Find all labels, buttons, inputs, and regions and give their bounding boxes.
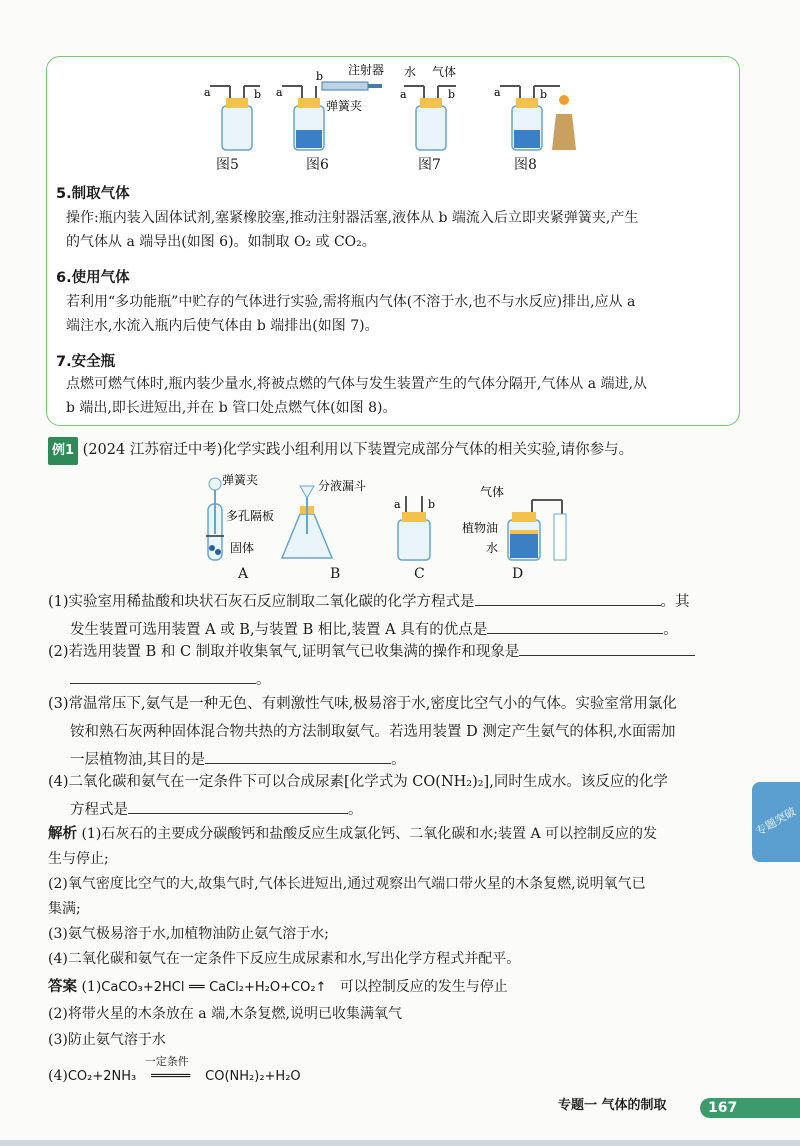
q3-line-2: 铵和熟石灰两种固体混合物共热的方法制取氨气。若选用装置 D 测定产生氨气的体积,水面需加 — [70, 724, 676, 740]
q1-end: 。其 — [660, 594, 690, 610]
answer-4-right: CO(NH₂)₂+H₂O — [205, 1069, 301, 1084]
answer-1-prefix: (1) — [81, 979, 102, 995]
section-6-line-2: 端注水,水流入瓶内后使气体由 b 端排出(如图 7)。 — [66, 318, 379, 334]
device-letter-D: D — [512, 566, 524, 582]
question-3 — [48, 690, 748, 774]
device-A — [206, 474, 274, 560]
example-tag: 例1 — [48, 437, 78, 465]
analysis-line-1: (1)石灰石的主要成分碳酸钙和盐酸反应生成氯化钙、二氧化碳和水;装置 A 可以控制反应的发 — [81, 826, 658, 842]
q1-line-1: (1)实验室用稀盐酸和块状石灰石反应制取二氧化碳的化学方程式是 — [48, 594, 475, 610]
q1-blank-1[interactable] — [475, 591, 661, 606]
fig7-b-label: b — [448, 88, 456, 101]
device-C — [394, 496, 435, 560]
bottom-strip — [0, 1140, 800, 1146]
fig7-gas-label: 气体 — [432, 65, 457, 79]
page-number: 167 — [700, 1098, 800, 1118]
device-letter-C: C — [414, 566, 425, 582]
device-D-oil: 植物油 — [462, 521, 499, 535]
q2-line-1: (2)若选用装置 B 和 C 制取并收集氧气,证明氧气已收集满的操作和现象是 — [48, 644, 520, 660]
fig8-b-label: b — [540, 88, 548, 101]
q3-line-1: (3)常温常压下,氨气是一种无色、有刺激性气味,极易溶于水,密度比空气小的气体。实验室常用氯化 — [48, 696, 677, 712]
figure-5 — [204, 86, 261, 150]
fig6-clip-label: 弹簧夹 — [326, 99, 363, 113]
device-letter-B: B — [330, 566, 341, 582]
analysis-line-4: 集满; — [48, 901, 81, 917]
q1-blank-2[interactable] — [487, 619, 663, 634]
answer-1-tail: 可以控制反应的发生与停止 — [339, 979, 508, 995]
q2-blank-1[interactable] — [519, 641, 695, 656]
caption-fig6: 图6 — [306, 157, 329, 173]
analysis-line-3: (2)氧气密度比空气的大,故集气时,气体长进短出,通过观察出气端口带火星的木条复燃,说明氧气已 — [48, 876, 646, 892]
answer-1-eq-right: CaCl₂+H₂O+CO₂↑ — [209, 980, 327, 995]
q4-period: 。 — [348, 802, 363, 818]
answer-3: (3)防止氨气溶于水 — [48, 1032, 166, 1048]
side-tab[interactable] — [752, 782, 800, 862]
q3-blank[interactable] — [205, 749, 391, 764]
figure-6 — [276, 64, 384, 150]
answer-4-arrow: 一定条件 ═════ — [141, 1063, 201, 1090]
answer-4-prefix: (4) — [48, 1068, 68, 1084]
q4-blank[interactable] — [128, 799, 348, 814]
section-6-line-1: 若利用“多功能瓶”中贮存的气体进行实验,需将瓶内气体(不溶于水,也不与水反应)排出,应从 a — [66, 294, 636, 310]
q4-line-2: 方程式是 — [70, 802, 128, 818]
analysis-label: 解析 — [48, 826, 77, 842]
q1-line-2: 发生装置可选用装置 A 或 B,与装置 B 相比,装置 A 具有的优点是 — [70, 622, 488, 638]
figures-5-8 — [190, 64, 610, 174]
question-4 — [48, 768, 748, 824]
section-5-line-2: 的气体从 a 端导出(如图 6)。如制取 O₂ 或 CO₂。 — [66, 234, 376, 250]
example-intro-text: (2024 江苏宿迁中考)化学实践小组利用以下装置完成部分气体的相关实验,请你参与。 — [82, 442, 634, 458]
example-intro — [48, 436, 748, 465]
question-1 — [48, 588, 748, 644]
question-2 — [48, 638, 748, 694]
device-A-porous: 多孔隔板 — [226, 509, 275, 523]
footer-chapter: 专题一 气体的制取 — [558, 1098, 667, 1113]
fig6-a-label: a — [276, 86, 283, 99]
section-7-line-1: 点燃可燃气体时,瓶内装少量水,将被点燃的气体与发生装置产生的气体分隔开,气体从 a 端进,从 — [66, 376, 648, 392]
device-A-solid: 固体 — [230, 541, 255, 555]
device-B — [282, 478, 366, 558]
fig8-a-label: a — [494, 86, 501, 99]
fig5-a-label: a — [204, 86, 211, 99]
q2-period: 。 — [256, 672, 271, 688]
answer-label: 答案 — [48, 979, 77, 995]
figure-7 — [400, 64, 456, 150]
answer — [48, 974, 748, 1090]
device-A-clip: 弹簧夹 — [222, 474, 259, 487]
caption-fig5: 图5 — [216, 157, 239, 173]
device-D-gas: 气体 — [480, 485, 505, 499]
caption-fig7: 图7 — [418, 157, 441, 173]
answer-4-left: CO₂+2NH₃ — [67, 1069, 137, 1084]
device-B-funnel: 分液漏斗 — [318, 479, 367, 493]
q1-period: 。 — [663, 622, 678, 638]
section-7-heading: 7.安全瓶 — [56, 354, 116, 370]
fig6-syringe-label: 注射器 — [348, 64, 385, 77]
side-tab-label: 专题突破 — [753, 804, 799, 839]
answer-2: (2)将带火星的木条放在 a 端,木条复燃,说明已收集满氧气 — [48, 1006, 402, 1022]
analysis-line-2: 生与停止; — [48, 851, 109, 867]
analysis-line-5: (3)氨气极易溶于水,加植物油防止氨气溶于水; — [48, 926, 329, 942]
section-5-body — [66, 206, 736, 254]
figure-8 — [494, 86, 576, 150]
device-C-a: a — [394, 498, 401, 511]
section-5-line-1: 操作:瓶内装入固体试剂,塞紧橡胶塞,推动注射器活塞,液体从 b 端流入后立即夹紧弹簧夹,产生 — [66, 210, 639, 226]
device-letter-A: A — [238, 566, 249, 582]
answer-4-condition: 一定条件 — [144, 1055, 189, 1068]
section-5-heading: 5.制取气体 — [56, 186, 130, 202]
fig5-b-label: b — [254, 88, 262, 101]
q3-period: 。 — [391, 752, 406, 768]
q2-blank-2[interactable] — [70, 669, 256, 684]
device-D-water: 水 — [486, 541, 499, 555]
analysis — [48, 822, 748, 972]
answer-1-eq-left: CaCO₃+2HCl — [101, 980, 185, 995]
caption-fig8: 图8 — [514, 157, 537, 173]
section-6-body — [66, 290, 736, 338]
section-6-heading: 6.使用气体 — [56, 270, 130, 286]
q3-line-3: 一层植物油,其目的是 — [70, 752, 206, 768]
section-7-body — [66, 372, 736, 420]
fig7-water-label: 水 — [404, 65, 417, 79]
q4-line-1: (4)二氧化碳和氨气在一定条件下可以合成尿素[化学式为 CO(NH₂)₂],同时生成水。该反应的化学 — [48, 774, 668, 790]
analysis-line-6: (4)二氧化碳和氨气在一定条件下反应生成尿素和水,写出化学方程式并配平。 — [48, 951, 521, 967]
device-C-b: b — [428, 498, 436, 511]
fig6-b-label: b — [316, 70, 324, 83]
device-D — [462, 484, 566, 560]
answer-1-equals: ══ — [188, 980, 205, 995]
section-7-line-2: b 端出,即长进短出,并在 b 管口处点燃气体(如图 8)。 — [66, 400, 397, 416]
fig7-a-label: a — [400, 88, 407, 101]
